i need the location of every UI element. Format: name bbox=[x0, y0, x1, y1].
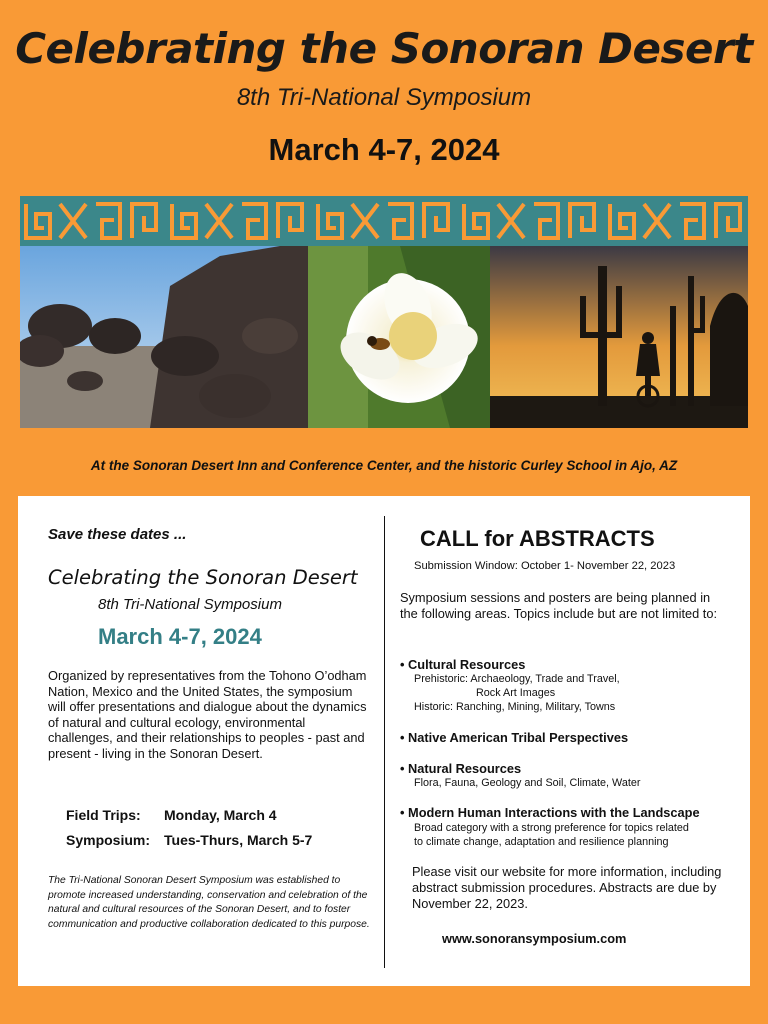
submission-window: Submission Window: October 1- November 22, 2023 bbox=[414, 560, 676, 572]
save-the-dates: Save these dates ... bbox=[48, 526, 187, 543]
venue-line: At the Sonoran Desert Inn and Conference Center, and the historic Curley School in Ajo, AZ bbox=[90, 458, 678, 473]
poster-dates: March 4-7, 2024 bbox=[268, 132, 500, 167]
visit-website-note: Please visit our website for more information, including abstract submission procedures. Abstracts are due by November 22, 2023. bbox=[412, 864, 722, 911]
topic-title: • Native American Tribal Perspectives bbox=[400, 730, 629, 745]
topic-detail: Historic: Ranching, Mining, Military, Towns bbox=[414, 701, 616, 713]
website-url[interactable]: www.sonoransymposium.com bbox=[442, 931, 627, 946]
symposium-label: Symposium: bbox=[66, 832, 151, 848]
field-trips-row bbox=[66, 803, 312, 828]
field-trips-value: Monday, March 4 bbox=[164, 807, 277, 823]
call-for-abstracts-heading: CALL for ABSTRACTS bbox=[420, 526, 655, 551]
left-title: Celebrating the Sonoran Desert bbox=[48, 566, 358, 589]
photo-strip bbox=[20, 246, 748, 428]
description: Organized by representatives from the Tohono O’odham Nation, Mexico and the United States, the symposium will offer presentations and dialogue about the dynamics of natural and cultural ecology, environmental challenges, and their relationships to peoples - past and present - living in the Sonoran Desert. bbox=[48, 668, 367, 761]
topic-detail: Rock Art Images bbox=[476, 687, 556, 699]
column-divider bbox=[384, 516, 385, 968]
schedule bbox=[66, 803, 312, 853]
topic-title: • Modern Human Interactions with the Landscape bbox=[400, 805, 700, 820]
field-trips-label: Field Trips: bbox=[66, 807, 141, 823]
sunset-saguaro-cyclist-photo bbox=[490, 246, 748, 428]
rock-art-boulders-photo bbox=[20, 246, 308, 428]
abstracts-intro: Symposium sessions and posters are being planned in the following areas. Topics include but are not limited to: bbox=[400, 590, 718, 621]
symposium-value: Tues-Thurs, March 5-7 bbox=[164, 832, 313, 848]
poster-title: Celebrating the Sonoran Desert bbox=[15, 24, 753, 73]
topic-detail: Broad category with a strong preference for topics related bbox=[414, 822, 689, 834]
topic-title: • Cultural Resources bbox=[400, 657, 526, 672]
topic-detail: Prehistoric: Archaeology, Trade and Travel, bbox=[414, 673, 620, 685]
left-subtitle: 8th Tri-National Symposium bbox=[98, 596, 282, 613]
poster-subtitle: 8th Tri-National Symposium bbox=[236, 84, 532, 111]
left-dates: March 4-7, 2024 bbox=[98, 624, 262, 649]
saguaro-blossom-bee-photo bbox=[308, 246, 490, 428]
tribal-pattern-banner bbox=[20, 196, 748, 246]
mission-statement: The Tri-National Sonoran Desert Symposium was established to promote increased understanding, conservation and celebration of the natural and cultural resources of the Sonoran Desert, and to foster communication and productive collaboration dedicated to this purpose. bbox=[48, 875, 370, 930]
topic-detail: Flora, Fauna, Geology and Soil, Climate, Water bbox=[414, 777, 641, 789]
topic-detail: to climate change, adaptation and resilience planning bbox=[414, 836, 669, 848]
topic-title: • Natural Resources bbox=[400, 761, 522, 776]
symposium-row bbox=[66, 828, 312, 853]
